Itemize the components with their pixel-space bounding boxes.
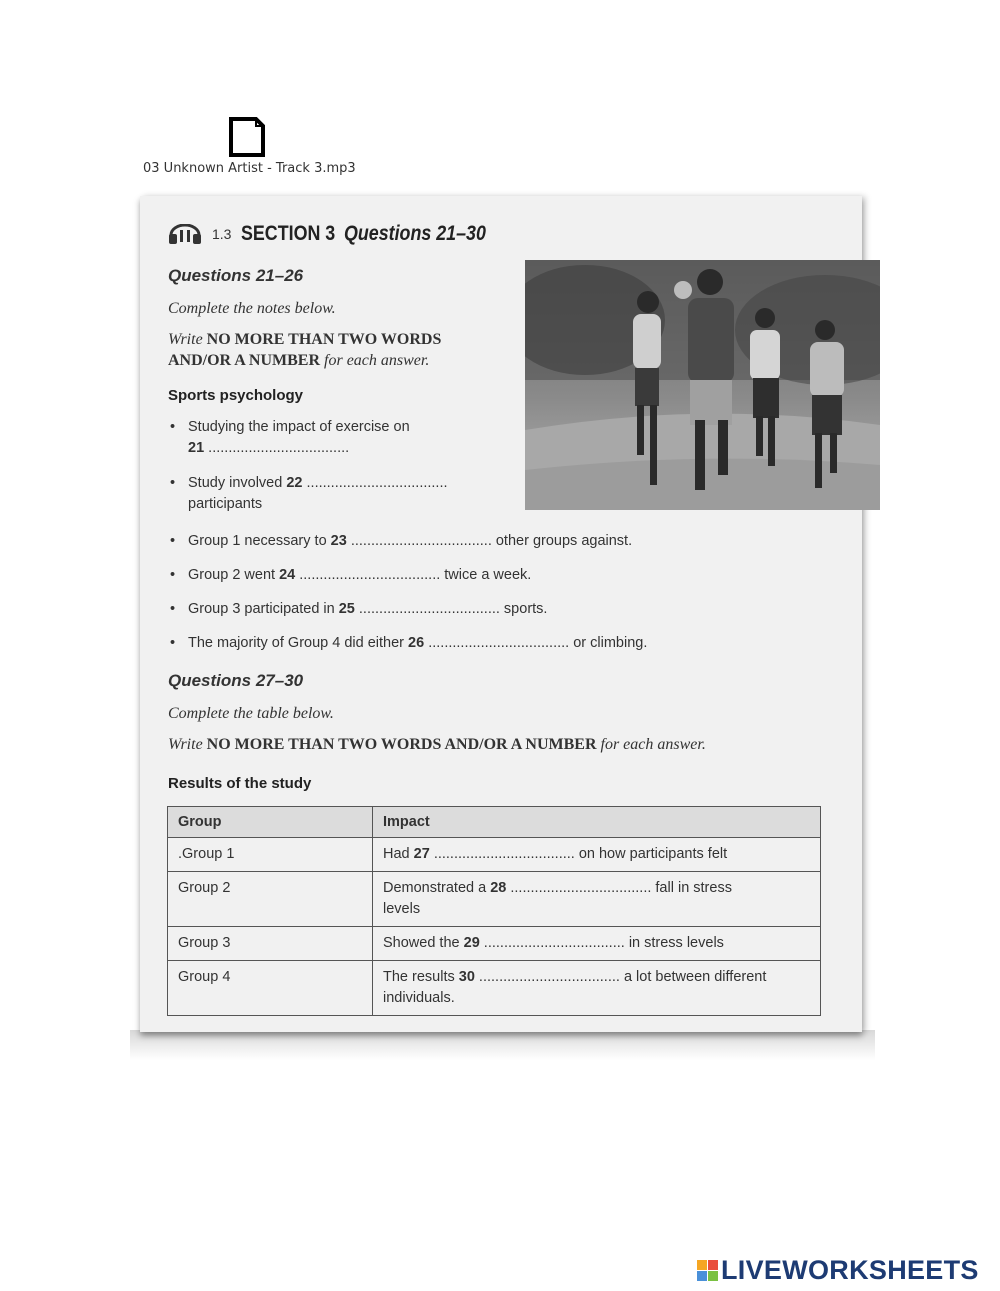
table-word-limit-instruction: Write NO MORE THAN TWO WORDS AND/OR A NUMBER for each answer. <box>168 736 706 753</box>
page-shadow <box>130 1030 875 1060</box>
results-table <box>167 806 821 1016</box>
header-impact: Impact <box>373 807 821 838</box>
impact-cell: The results 30 ................................... a lot between different individuals. <box>373 961 821 1016</box>
note-item-26: • The majority of Group 4 did either 26 ................................... or climbing. <box>168 633 808 654</box>
table-row <box>168 927 821 961</box>
group-cell: Group 4 <box>168 961 373 1016</box>
section-questions: Questions 21–30 <box>344 222 487 245</box>
notes-list-top <box>168 417 498 515</box>
file-icon[interactable] <box>229 117 265 157</box>
note-item-25: • Group 3 participated in 25 ................................... sports. <box>168 599 808 620</box>
answer-blank-24[interactable]: ................................... <box>299 567 441 583</box>
answer-blank-26[interactable]: ................................... <box>428 635 570 651</box>
running-players-photo <box>525 260 880 510</box>
answer-blank-27[interactable]: ................................... <box>433 846 575 862</box>
headphones-icon <box>168 224 202 244</box>
track-number: 1.3 <box>212 226 232 242</box>
group-cell: .Group 1 <box>168 838 373 872</box>
note-item-21: • Studying the impact of exercise on 21 ................................... <box>168 417 498 459</box>
questions-27-30-heading: Questions 27–30 <box>168 671 304 690</box>
notes-title: Sports psychology <box>168 387 304 404</box>
questions-21-26-heading: Questions 21–26 <box>168 266 304 285</box>
answer-blank-25[interactable]: ................................... <box>358 601 500 617</box>
table-row <box>168 872 821 927</box>
word-limit-instruction: Write NO MORE THAN TWO WORDS AND/OR A NUMBER for each answer. <box>168 331 442 369</box>
note-item-22: • Study involved 22 ................................... participants <box>168 473 498 515</box>
table-header-row <box>168 807 821 838</box>
impact-cell: Demonstrated a 28 ................................... fall in stress levels <box>373 872 821 927</box>
answer-blank-23[interactable]: ................................... <box>350 533 492 549</box>
logo-blocks-icon <box>697 1260 718 1281</box>
impact-cell: Showed the 29 ................................... in stress levels <box>373 927 821 961</box>
answer-blank-29[interactable]: ................................... <box>483 935 625 951</box>
logo-text: LIVEWORKSHEETS <box>721 1255 979 1285</box>
impact-cell: Had 27 ................................... on how participants felt <box>373 838 821 872</box>
note-item-24: • Group 2 went 24 ................................... twice a week. <box>168 565 808 586</box>
notes-instruction: Complete the notes below. <box>168 300 336 317</box>
header-group: Group <box>168 807 373 838</box>
note-item-23: • Group 1 necessary to 23 ................................... other groups against. <box>168 531 808 552</box>
section-header <box>168 222 511 246</box>
liveworksheets-logo <box>697 1255 979 1286</box>
group-cell: Group 3 <box>168 927 373 961</box>
notes-list-bottom <box>168 531 808 654</box>
table-row <box>168 961 821 1016</box>
answer-blank-22[interactable]: ................................... <box>306 475 448 491</box>
answer-blank-21[interactable]: ................................... <box>208 440 350 456</box>
table-title: Results of the study <box>168 775 312 792</box>
table-row <box>168 838 821 872</box>
table-instruction: Complete the table below. <box>168 705 334 722</box>
answer-blank-28[interactable]: ................................... <box>510 880 652 896</box>
audio-file-label[interactable]: 03 Unknown Artist - Track 3.mp3 <box>143 161 356 176</box>
section-title: SECTION 3 <box>241 222 336 245</box>
answer-blank-30[interactable]: ................................... <box>478 969 620 985</box>
group-cell: Group 2 <box>168 872 373 927</box>
